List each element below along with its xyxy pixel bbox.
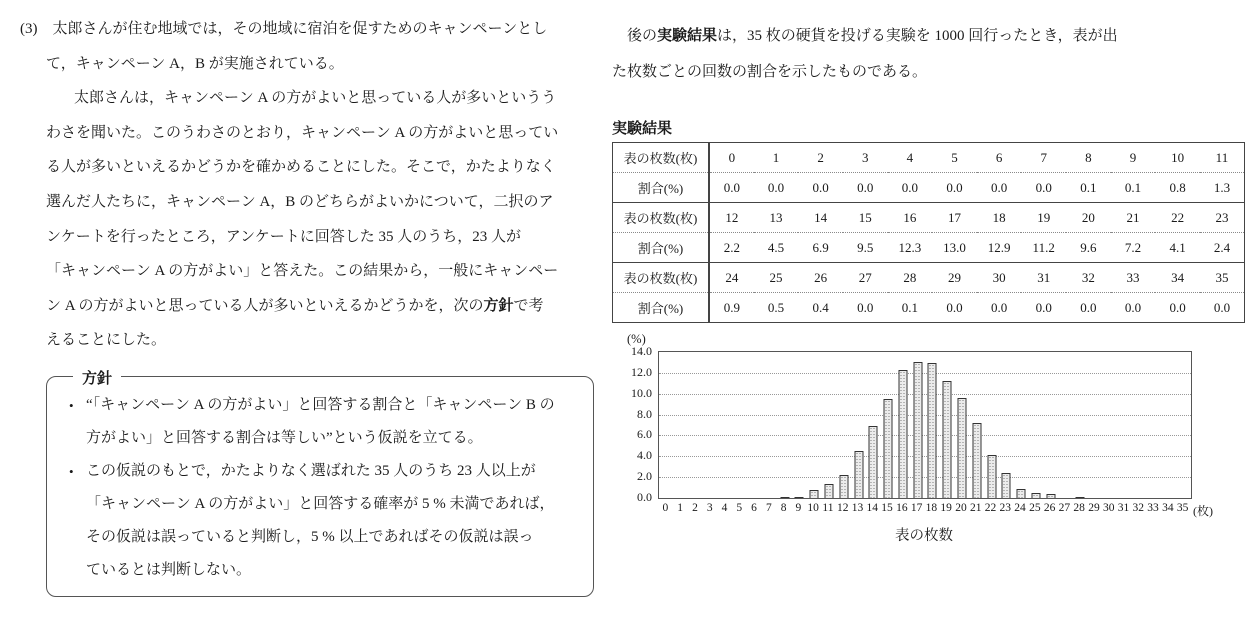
text-line: 方がよい」と回答する割合は等しい”という仮説を立てる。 <box>86 429 483 446</box>
table-row <box>613 233 1245 263</box>
x-tick-label: 13 <box>851 502 864 514</box>
table-cell: 0.9 <box>709 293 754 323</box>
gridline <box>659 456 1191 457</box>
x-tick-label: 18 <box>925 502 938 514</box>
table-cell: 18 <box>977 203 1022 233</box>
table-cell: 6 <box>977 143 1022 173</box>
x-tick-label: 28 <box>1073 502 1085 514</box>
table-cell: 1 <box>754 143 799 173</box>
table-cell: 3 <box>843 143 888 173</box>
x-tick-label: 29 <box>1088 502 1100 514</box>
y-tick-label: 12.0 <box>631 364 652 379</box>
bar <box>1046 494 1055 498</box>
x-tick-label: 22 <box>984 502 997 514</box>
table-cell: 0.0 <box>754 173 799 203</box>
text-line: 太郎さんは，キャンペーン A の方がよいと思っている人が多いというう <box>74 90 557 107</box>
table-cell: 30 <box>977 263 1022 293</box>
table-cell: 2.4 <box>1200 233 1245 263</box>
table-cell: 4.1 <box>1155 233 1200 263</box>
x-tick-label: 11 <box>822 502 834 514</box>
gridline <box>659 477 1191 478</box>
table-cell: 25 <box>754 263 799 293</box>
table-cell: 15 <box>843 203 888 233</box>
experiment-intro-text <box>612 18 1253 90</box>
problem-text <box>20 12 602 358</box>
bar <box>824 484 833 498</box>
row-header-cell: 表の枚数(枚) <box>613 143 710 173</box>
bar <box>957 398 966 498</box>
text-line: えることにした。 <box>46 332 167 349</box>
bold-term: 方針 <box>483 296 514 314</box>
table-cell: 12.3 <box>888 233 933 263</box>
y-tick-label: 6.0 <box>637 427 652 442</box>
bar <box>854 451 863 498</box>
table-cell: 20 <box>1066 203 1111 233</box>
text-line: (3) 太郎さんが住む地域では，その地域に宿泊を促すためのキャンペーンとし <box>20 21 548 37</box>
x-tick-label: 27 <box>1058 502 1071 514</box>
bar <box>928 363 937 498</box>
x-tick-label: 35 <box>1176 502 1189 514</box>
x-tick-label: 16 <box>896 502 908 514</box>
table-cell: 24 <box>709 263 754 293</box>
table-cell: 0.5 <box>754 293 799 323</box>
table-cell: 0.0 <box>1155 293 1200 323</box>
x-tick-label: 2 <box>692 502 698 514</box>
x-axis-title: 表の枚数 <box>895 528 953 544</box>
bar <box>795 497 804 498</box>
x-tick-label: 26 <box>1043 502 1056 514</box>
bar <box>987 455 996 498</box>
policy-bullets <box>69 389 585 587</box>
gridline <box>659 415 1191 416</box>
text-line: る人が多いといえるかどうかを確かめることにした。そこで，かたよりなく <box>46 159 556 176</box>
table-cell: 16 <box>888 203 933 233</box>
table-cell: 0.0 <box>843 173 888 203</box>
text-line: て，キャンペーン A，B が実施されている。 <box>46 55 344 72</box>
table-cell: 10 <box>1155 143 1200 173</box>
x-tick-label: 14 <box>866 502 879 514</box>
bar <box>884 399 893 498</box>
table-cell: 0.0 <box>843 293 888 323</box>
text-line: この仮説のもとで，かたよりなく選ばれた 35 人のうち 23 人以上が <box>86 462 536 479</box>
x-tick-label: 12 <box>836 502 849 514</box>
table-cell: 12 <box>709 203 754 233</box>
policy-bullet <box>69 389 585 455</box>
x-tick-label: 31 <box>1117 502 1130 514</box>
row-header-cell: 割合(%) <box>613 233 710 263</box>
x-tick-label: 15 <box>881 502 893 514</box>
bar <box>972 423 981 498</box>
table-row <box>613 143 1245 173</box>
left-column <box>20 12 602 597</box>
table-cell: 8 <box>1066 143 1111 173</box>
bar <box>898 370 907 498</box>
table-cell: 0.0 <box>709 173 754 203</box>
text-line <box>46 289 602 324</box>
row-header-cell: 表の枚数(枚) <box>613 263 710 293</box>
table-cell: 23 <box>1200 203 1245 233</box>
x-tick-label: 30 <box>1102 502 1115 514</box>
table-cell: 14 <box>798 203 843 233</box>
table-cell: 0.1 <box>1066 173 1111 203</box>
x-tick-label: 32 <box>1132 502 1145 514</box>
table-cell: 0.0 <box>932 293 977 323</box>
table-cell: 0.0 <box>888 173 933 203</box>
bullet-icon: • <box>69 397 74 413</box>
table-row <box>613 293 1245 323</box>
table-cell: 0.8 <box>1155 173 1200 203</box>
bullet-text <box>86 455 585 587</box>
table-cell: 21 <box>1111 203 1156 233</box>
x-tick-label: 4 <box>721 502 728 514</box>
table-cell: 7 <box>1021 143 1066 173</box>
y-axis-unit-label: (%) <box>627 332 646 346</box>
table-row <box>613 173 1245 203</box>
y-tick-label: 14.0 <box>631 344 652 358</box>
results-table <box>612 142 1245 323</box>
table-cell: 0.0 <box>1111 293 1156 323</box>
table-cell: 4.5 <box>754 233 799 263</box>
bar <box>1076 497 1085 498</box>
table-cell: 2.2 <box>709 233 754 263</box>
table-cell: 31 <box>1021 263 1066 293</box>
table-cell: 4 <box>888 143 933 173</box>
text-line: 「キャンペーン A の方がよい」と答えた。この結果から，一般にキャンペー <box>46 263 559 280</box>
y-tick-label: 0.0 <box>637 490 652 504</box>
table-cell: 12.9 <box>977 233 1022 263</box>
gridline <box>659 435 1191 436</box>
table-cell: 0.0 <box>1066 293 1111 323</box>
x-tick-label: 6 <box>751 502 757 514</box>
text-line: ているとは判断しない。 <box>86 561 252 578</box>
table-cell: 9.5 <box>843 233 888 263</box>
text-run: は，35 枚の硬貨を投げる実験を 1000 回行ったとき，表が出 <box>717 28 1118 44</box>
table-row <box>613 263 1245 293</box>
x-axis-unit-label: (枚) <box>1193 504 1213 518</box>
x-tick-label: 33 <box>1147 502 1159 514</box>
policy-bullet <box>69 455 585 587</box>
bullet-icon: • <box>69 463 74 479</box>
text-line: た枚数ごとの回数の割合を示したものである。 <box>612 64 928 80</box>
policy-box-title: 方針 <box>73 367 121 388</box>
x-tick-label: 20 <box>955 502 967 514</box>
x-tick-label: 7 <box>765 502 772 514</box>
plot-area <box>658 351 1192 499</box>
x-tick-label: 34 <box>1162 502 1174 514</box>
bar <box>913 362 922 498</box>
x-tick-label: 8 <box>780 502 787 514</box>
table-cell: 0 <box>709 143 754 173</box>
table-cell: 0.1 <box>888 293 933 323</box>
table-cell: 0.0 <box>798 173 843 203</box>
table-cell: 19 <box>1021 203 1066 233</box>
text-line: その仮説は誤っていると判断し，5 % 以上であればその仮説は誤っ <box>86 528 534 545</box>
table-cell: 27 <box>843 263 888 293</box>
table-cell: 13 <box>754 203 799 233</box>
table-cell: 22 <box>1155 203 1200 233</box>
x-tick-label: 3 <box>706 502 713 514</box>
table-cell: 28 <box>888 263 933 293</box>
table-cell: 0.4 <box>798 293 843 323</box>
text-line <box>612 18 1253 54</box>
table-cell: 32 <box>1066 263 1111 293</box>
row-header-cell: 割合(%) <box>613 173 710 203</box>
table-cell: 5 <box>932 143 977 173</box>
row-header-cell: 表の枚数(枚) <box>613 203 710 233</box>
text-line: 「キャンペーン A の方がよい」と回答する確率が 5 % 未満であれば， <box>86 495 555 512</box>
text-run: 後の <box>612 28 658 44</box>
gridline <box>659 373 1191 374</box>
x-tick-label: 24 <box>1014 502 1026 514</box>
y-tick-label: 2.0 <box>637 469 652 484</box>
table-cell: 17 <box>932 203 977 233</box>
bar <box>839 475 848 498</box>
x-tick-label: 10 <box>807 502 819 514</box>
table-cell: 13.0 <box>932 233 977 263</box>
table-cell: 0.0 <box>1021 173 1066 203</box>
table-cell: 11.2 <box>1021 233 1066 263</box>
x-tick-label: 19 <box>940 502 952 514</box>
row-header-cell: 割合(%) <box>613 293 710 323</box>
table-cell: 35 <box>1200 263 1245 293</box>
x-tick-label: 25 <box>1029 502 1041 514</box>
text-line: “「キャンペーン A の方がよい」と回答する割合と「キャンペーン B の <box>86 396 555 413</box>
bullet-text <box>86 389 585 455</box>
table-cell: 6.9 <box>798 233 843 263</box>
x-tick-label: 9 <box>795 502 802 514</box>
x-tick-label: 23 <box>999 502 1012 514</box>
bar <box>810 490 819 498</box>
bar-chart <box>612 332 1253 551</box>
text-line: わさを聞いた。このうわさのとおり，キャンペーン A の方がよいと思ってい <box>46 124 559 141</box>
text-run: で考 <box>513 297 544 314</box>
table-cell: 9 <box>1111 143 1156 173</box>
x-tick-label: 5 <box>736 502 743 514</box>
right-column <box>612 18 1253 551</box>
table-cell: 0.1 <box>1111 173 1156 203</box>
table-cell: 29 <box>932 263 977 293</box>
results-table-heading: 実験結果 <box>612 120 673 137</box>
gridline <box>659 394 1191 395</box>
text-line: ンケートを行ったところ，アンケートに回答した 35 人のうち，23 人が <box>46 228 522 245</box>
table-cell: 26 <box>798 263 843 293</box>
table-cell: 1.3 <box>1200 173 1245 203</box>
table-cell: 0.0 <box>1200 293 1245 323</box>
x-tick-label: 1 <box>677 502 684 514</box>
table-cell: 0.0 <box>932 173 977 203</box>
table-cell: 2 <box>798 143 843 173</box>
bar <box>1002 473 1011 498</box>
bar <box>1017 489 1026 498</box>
table-cell: 7.2 <box>1111 233 1156 263</box>
table-cell: 34 <box>1155 263 1200 293</box>
table-cell: 0.0 <box>977 293 1022 323</box>
table-cell: 0.0 <box>977 173 1022 203</box>
table-row <box>613 203 1245 233</box>
y-tick-label: 4.0 <box>637 448 652 463</box>
bar <box>1031 493 1040 498</box>
bold-term: 実験結果 <box>657 27 718 44</box>
table-cell: 9.6 <box>1066 233 1111 263</box>
y-tick-label: 8.0 <box>637 406 652 421</box>
x-tick-label: 21 <box>969 502 982 514</box>
bar <box>780 497 789 498</box>
x-tick-label: 0 <box>662 502 669 514</box>
table-cell: 0.0 <box>1021 293 1066 323</box>
policy-box <box>46 369 594 597</box>
table-cell: 33 <box>1111 263 1156 293</box>
bar <box>943 381 952 498</box>
x-tick-label: 17 <box>910 502 923 514</box>
bar <box>869 426 878 498</box>
text-run: ン A の方がよいと思っている人が多いといえるかどうかを，次の <box>46 297 484 314</box>
y-tick-label: 10.0 <box>631 385 652 400</box>
table-cell: 11 <box>1200 143 1245 173</box>
text-line: 選んだ人たちに，キャンペーン A，B のどちらがよいかについて，二択のア <box>46 193 554 210</box>
